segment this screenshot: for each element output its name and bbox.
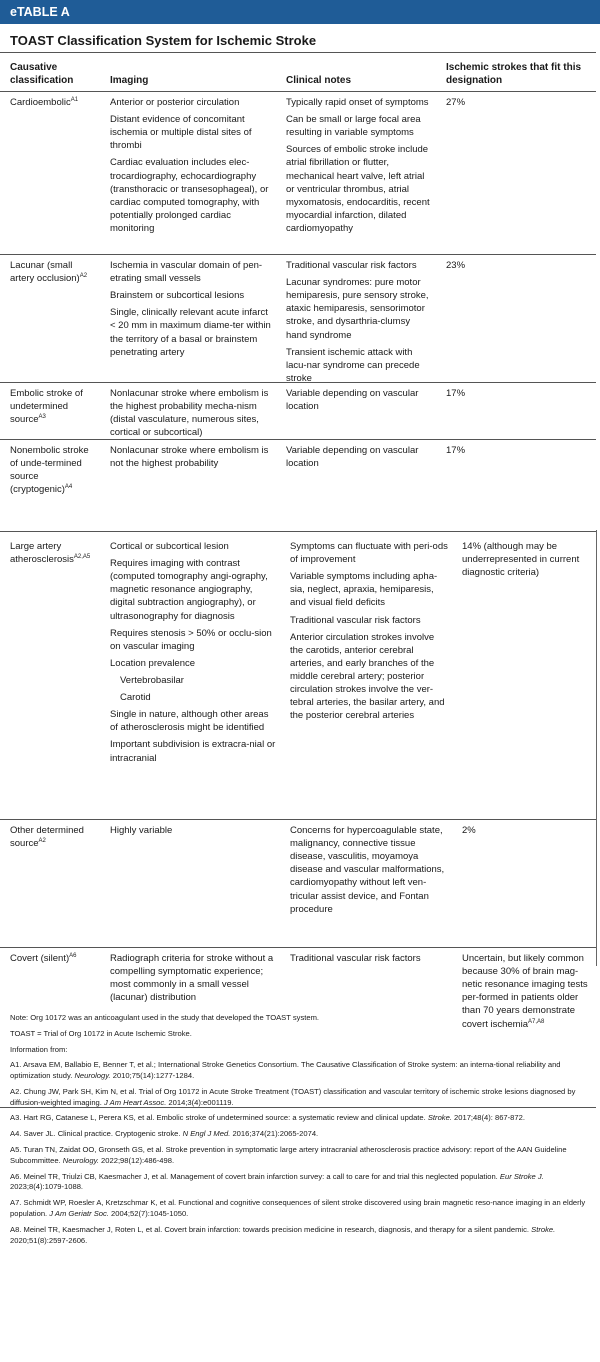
clinical-cell: Concerns for hypercoagulable state, malignancy, connective tissue disease, vasculitis, moyamoya disease and vascular malformations, cardiomyopathy without left ven-tricular assist device, and Fontan procedure bbox=[290, 825, 445, 915]
reference-item: A1. Arsava EM, Ballabio E, Benner T, et al.; International Stroke Genetics Consortium. The Causative Classification of Stroke system: an interna-tional reliability and optimization study. Neurology. 2010;75(14):1277-1284. bbox=[10, 1060, 561, 1081]
imaging-cell: Radiograph criteria for stroke without a compelling symptomatic experience; most commonly in a small vessel (lacunar) distribution bbox=[110, 953, 274, 1004]
table-row bbox=[0, 383, 596, 440]
reference-item: A7. Schmidt WP, Roesler A, Kretzschmar K, et al. Functional and cognitive consequences of silent stroke discovered using brain magnetic reso-nance imaging in an elderly population. J Am Geriatr Soc. 2004;52(7):1045-1050. bbox=[10, 1198, 586, 1218]
classification-cell: Cardioembolic$^{A1}$ bbox=[10, 96, 79, 108]
reference-item: A5. Turan TN, Zaidat OO, Gronseth GS, et al. Stroke prevention in symptomatic large artery intracranial atherosclerosis practice advisory: report of the AAN Guideline Subcommittee. Neurology. 2022;98(12):486-498. bbox=[10, 1145, 567, 1165]
imaging-cell: Cortical or subcortical lesion Requires imaging with contrast (computed tomography angi-ography, magnetic resonance angiography, digital subtraction angiography), or ultrasonography for diagnosis Requires stenosis > 50% or occlu-sion on vascular imaging Location prevalence Vertebrobasilar Carotid Single in nature, although other areas of atherosclerosis might be identified Important subdivision is extracra-nial or intracranial bbox=[110, 541, 276, 764]
table-row bbox=[0, 440, 596, 524]
imaging-cell: Anterior or posterior circulation Distant evidence of concomitant ischemia or multiple distal sites of thrombi Cardiac evaluation includes elec-trocardiography, echocardiography (transthoracic or transesophageal), or cardiac computed tomography, with potentially prolonged cardiac monitoring bbox=[110, 97, 269, 234]
reference-item: A4. Saver JL. Clinical practice. Cryptogenic stroke. N Engl J Med. 2016;374(21):2065-2074. bbox=[10, 1129, 319, 1139]
clinical-cell: Traditional vascular risk factors Lacunar syndromes: pure motor hemiparesis, pure sensory stroke, ataxic hemiparesis, sensorimotor stroke, and dysarthria-clumsy hand syndrome Transient ischemic attack with lacu-nar syndrome can precede stroke bbox=[286, 260, 429, 384]
column-header-classification: Causative classification bbox=[10, 62, 74, 86]
clinical-cell: Typically rapid onset of symptoms Can be small or large focal area resulting in variable symptoms Sources of embolic stroke include atrial fibrillation or flutter, mechanical heart valve, left atrial or ventricular thrombus, atrial myxomatosis, endocarditis, recent myocardial infarction, dilated cardiomyopathy bbox=[286, 97, 430, 234]
imaging-cell: Highly variable bbox=[110, 825, 173, 836]
classification-cell: Covert (silent)$^{A6}$ bbox=[10, 952, 77, 964]
toast-table-upper bbox=[0, 53, 596, 524]
footnote-note: Note: Org 10172 was an anticoagulant used in the study that developed the TOAST system. bbox=[10, 1013, 320, 1022]
reference-item: A2. Chung JW, Park SH, Kim N, et al. Trial of Org 10172 in Acute Stroke Treatment (TOAST) classification and vascular territory of ischemic stroke lesions diagnosed by diffusion-weighted imaging. J Am Heart Assoc. 2014;3(4):e001119. bbox=[10, 1086, 576, 1107]
imaging-cell: Nonlacunar stroke where embolism is not the highest probability bbox=[110, 445, 269, 470]
classification-cell: Other determined source$^{A2}$ bbox=[10, 825, 84, 850]
column-header-clinical: Clinical notes bbox=[286, 74, 352, 86]
table-row bbox=[0, 536, 596, 820]
percent-cell: 17% bbox=[446, 445, 466, 456]
imaging-cell: Ischemia in vascular domain of pen-etrating small vessels Brainstem or subcortical lesions Single, clinically relevant acute infarct < 20 mm in maximum diame-ter within the territory of a basal or brainstem penetrating artery bbox=[110, 260, 271, 358]
table-title: TOAST Classification System for Ischemic Stroke bbox=[10, 33, 317, 48]
footnote-abbreviation: TOAST = Trial of Org 10172 in Acute Ischemic Stroke. bbox=[10, 1028, 192, 1038]
classification-cell: Large artery atherosclerosis$^{A2,A5}$ bbox=[10, 541, 91, 566]
percent-cell: 17% bbox=[446, 388, 466, 399]
imaging-cell: Nonlacunar stroke where embolism is the highest probability mecha-nism (distal vasculature, numerous sites, cortical or subcortical) bbox=[110, 388, 269, 439]
reference-item: A3. Hart RG, Catanese L, Perera KS, et al. Embolic stroke of undetermined source: a systematic review and clinical update. Stroke. 2017;48(4): 867-872. bbox=[10, 1113, 525, 1123]
table-row bbox=[0, 255, 596, 383]
percent-cell: 2% bbox=[462, 825, 476, 836]
classification-cell: Lacunar (small artery occlusion)$^{A2}$ bbox=[10, 260, 88, 285]
classification-cell: Embolic stroke of undetermined source$^{A3}$ bbox=[10, 388, 83, 426]
footnote-info-label: Information from: bbox=[10, 1044, 68, 1054]
classification-cell: Nonembolic stroke of unde-termined source (cryptogenic)$^{A4}$ bbox=[10, 445, 89, 496]
column-side-rule bbox=[596, 530, 597, 966]
percent-cell: 23% bbox=[446, 260, 466, 271]
percent-cell: Uncertain, but likely common because 30% of brain mag-netic resonance imaging tests per-formed in patients older than 70 years demonstrate covert ischemia$^{A7,A8}$ bbox=[462, 953, 588, 1030]
clinical-cell: Variable depending on vascular location bbox=[286, 445, 419, 470]
etable-label: eTABLE A bbox=[0, 0, 600, 24]
column-header-percent: Ischemic strokes that fit this designation bbox=[446, 62, 582, 86]
percent-cell: 14% (although may be underrepresented in current diagnostic criteria) bbox=[462, 541, 580, 579]
table-row bbox=[0, 92, 596, 255]
clinical-cell: Variable depending on vascular location bbox=[286, 388, 419, 413]
table-footnotes bbox=[10, 1013, 590, 1251]
column-header-imaging: Imaging bbox=[110, 74, 149, 86]
clinical-cell: Traditional vascular risk factors bbox=[290, 953, 421, 964]
section-divider bbox=[0, 531, 596, 532]
reference-item: A8. Meinel TR, Kaesmacher J, Roten L, et al. Covert brain infarction: towards precision medicine in research, diagnosis, and therapy for a silent pandemic. Stroke. 2020;51(8):2597-2606. bbox=[10, 1224, 556, 1245]
table-row bbox=[0, 820, 596, 948]
table-header-row bbox=[0, 53, 596, 92]
reference-item: A6. Meinel TR, Triulzi CB, Kaesmacher J, et al. Management of covert brain infarction survey: a call to care for and trial this neglected population. Eur Stroke J. 2023;8(4):1079-1088. bbox=[10, 1171, 544, 1192]
clinical-cell: Symptoms can fluctuate with peri-ods of improvement Variable symptoms including apha-sia, neglect, apraxia, hemiparesis, and visual field deficits Traditional vascular risk factors Anterior circulation strokes involve the carotids, anterior cerebral arteries, and early branches of the middle cerebral artery; posterior circulation strokes involve the ver-tebral arteries, the basilar artery, and the posterior cerebral arteries bbox=[290, 541, 448, 722]
percent-cell: 27% bbox=[446, 97, 466, 108]
